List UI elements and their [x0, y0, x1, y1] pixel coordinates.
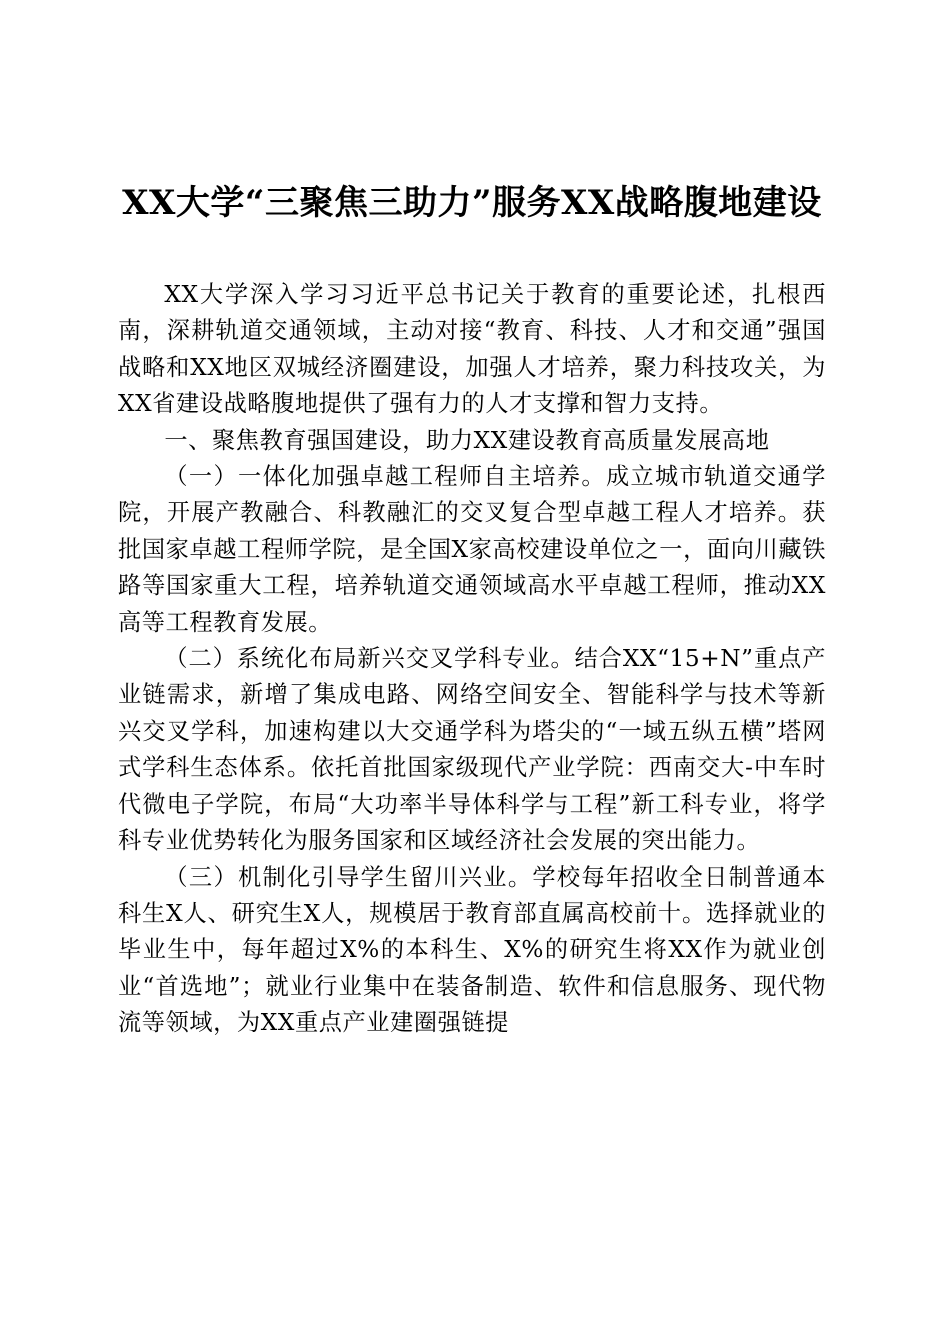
intro-paragraph: XX大学深入学习习近平总书记关于教育的重要论述，扎根西南，深耕轨道交通领域，主动对接“教育、科技、人才和交通”强国战略和XX地区双城经济圈建设，加强人才培养，聚力科技攻关，为XX省建设战略腹地提供了强有力的人才支撑和智力支持。	[118, 281, 826, 418]
subsection-paragraph-1: （一）一体化加强卓越工程师自主培养。成立城市轨道交通学院，开展产教融合、科教融汇的交叉复合型卓越工程人才培养。获批国家卓越工程师学院，是全国X家高校建设单位之一，面向川藏铁路等国家重大工程，培养轨道交通领域高水平卓越工程师，推动XX高等工程教育发展。	[118, 463, 826, 636]
document-title: XX大学“三聚焦三助力”服务XX战略腹地建设	[122, 183, 822, 223]
subsection-paragraph-3: （三）机制化引导学生留川兴业。学校每年招收全日制普通本科生X人、研究生X人，规模居于教育部直属高校前十。选择就业的毕业生中，每年超过X%的本科生、X%的研究生将XX作为就业创业“首选地”；就业行业集中在装备制造、软件和信息服务、现代物流等领域，为XX重点产业建圈强链提	[118, 863, 826, 1037]
section-heading-1: 一、聚焦教育强国建设，助力XX建设教育高质量发展高地	[164, 426, 770, 454]
document-page	[118, 170, 826, 1042]
subsection-paragraph-2: （二）系统化布局新兴交叉学科专业。结合XX“15+N”重点产业链需求，新增了集成电路、网络空间安全、智能科学与技术等新兴交叉学科，加速构建以大交通学科为塔尖的“一域五纵五横”塔网式学科生态体系。依托首批国家级现代产业学院：西南交大-中车时代微电子学院，布局“大功率半导体科学与工程”新工科专业，将学科专业优势转化为服务国家和区域经济社会发展的突出能力。	[118, 645, 826, 855]
document-body	[118, 277, 826, 1042]
